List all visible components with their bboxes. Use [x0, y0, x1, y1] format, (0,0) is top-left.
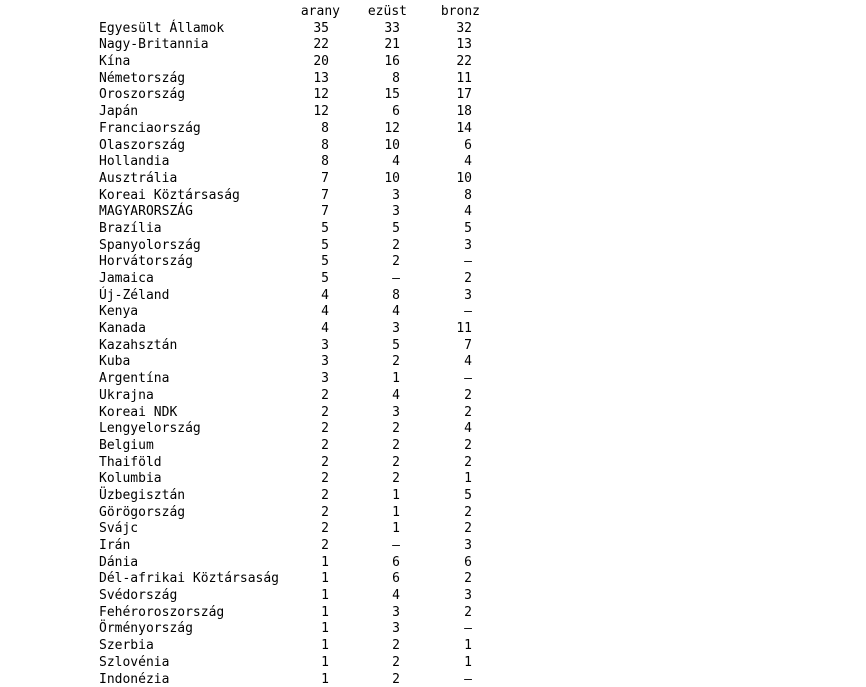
country-name: Oroszország — [99, 87, 186, 103]
silver-count: 4 — [392, 304, 400, 320]
table-row — [98, 220, 472, 238]
gold-count: 1 — [321, 621, 329, 637]
table-row — [98, 654, 472, 672]
country-name: Jamaica — [99, 271, 154, 286]
silver-count: 5 — [392, 220, 400, 236]
country-name: Fehéroroszország — [99, 604, 225, 620]
bronze-count: 3 — [464, 237, 472, 253]
gold-count: 7 — [321, 170, 329, 186]
silver-count: 3 — [392, 404, 400, 420]
table-row — [98, 104, 472, 121]
silver-count: – — [392, 538, 400, 553]
gold-column-header: arany — [300, 4, 340, 19]
silver-count: 1 — [392, 504, 400, 520]
country-name: Irán — [99, 538, 131, 553]
country-name: Horvátország — [99, 254, 193, 270]
gold-count: 1 — [321, 554, 329, 570]
gold-count: 8 — [321, 154, 329, 170]
gold-count: 22 — [313, 37, 329, 53]
bronze-count: 11 — [456, 321, 472, 337]
bronze-count: 2 — [464, 454, 472, 470]
country-name: Dél-afrikai Köztársaság — [99, 571, 280, 587]
table-row — [98, 237, 472, 255]
table-row — [98, 337, 472, 355]
gold-count: 2 — [321, 437, 329, 453]
bronze-count: – — [464, 671, 472, 687]
silver-count: 3 — [392, 187, 400, 203]
bronze-count: 3 — [464, 287, 472, 303]
table-row — [98, 371, 472, 388]
bronze-count: 3 — [464, 538, 472, 553]
bronze-count: 6 — [464, 554, 472, 570]
gold-count: 2 — [321, 504, 329, 520]
country-name: Belgium — [99, 437, 154, 453]
table-row — [98, 421, 472, 438]
bronze-count: – — [464, 371, 472, 387]
country-name: Szerbia — [99, 638, 154, 654]
bronze-count: 13 — [456, 37, 472, 53]
bronze-count: 1 — [464, 654, 472, 670]
silver-count: 2 — [392, 654, 400, 670]
silver-column-header: ezüst — [367, 4, 407, 19]
table-row — [98, 54, 472, 71]
table-row — [98, 404, 472, 422]
gold-count: 1 — [321, 571, 329, 587]
table-row — [98, 554, 472, 572]
table-row — [98, 538, 472, 555]
country-name: Ukrajna — [99, 387, 154, 403]
silver-count: 2 — [392, 671, 400, 687]
bronze-count: 10 — [456, 170, 472, 186]
gold-count: 3 — [321, 337, 329, 353]
country-name: Indonézia — [99, 671, 170, 687]
gold-count: 1 — [321, 654, 329, 670]
table-row — [98, 87, 472, 104]
gold-count: 4 — [321, 287, 329, 303]
gold-count: 2 — [321, 454, 329, 470]
silver-count: 3 — [392, 204, 400, 220]
silver-count: 2 — [392, 638, 400, 654]
silver-count: 2 — [392, 254, 400, 270]
gold-count: 13 — [313, 70, 329, 86]
country-name: Egyesült Államok — [99, 20, 225, 36]
bronze-count: 2 — [464, 571, 472, 587]
country-name: Üzbegisztán — [99, 487, 186, 503]
silver-count: 1 — [392, 371, 400, 387]
gold-count: 4 — [321, 304, 329, 320]
bronze-count: 2 — [464, 604, 472, 620]
table-row — [98, 387, 472, 405]
silver-count: 2 — [392, 421, 400, 437]
table-row — [98, 20, 472, 38]
silver-count: 2 — [392, 237, 400, 253]
silver-count: 12 — [384, 120, 400, 136]
bronze-count: 11 — [456, 70, 472, 86]
silver-count: 16 — [384, 54, 400, 70]
country-name: Örményország — [99, 621, 193, 637]
country-name: Svájc — [99, 521, 139, 537]
table-row — [98, 137, 472, 155]
country-name: Kenya — [99, 304, 139, 320]
gold-count: 2 — [321, 521, 329, 537]
bronze-count: – — [464, 254, 472, 270]
silver-count: 21 — [384, 37, 400, 53]
table-row — [98, 271, 472, 288]
bronze-count: 5 — [464, 220, 472, 236]
silver-count: 2 — [392, 471, 400, 487]
country-name: Argentína — [99, 371, 170, 387]
silver-count: 6 — [392, 571, 400, 587]
table-row — [98, 187, 472, 205]
country-name: Koreai NDK — [99, 404, 178, 420]
bronze-count: 17 — [456, 87, 472, 103]
country-name: MAGYARORSZÁG — [99, 204, 193, 220]
country-name: Brazília — [99, 220, 162, 236]
country-name: Görögország — [99, 504, 186, 520]
table-row — [98, 571, 472, 588]
country-name: Thaiföld — [99, 454, 162, 470]
table-row — [98, 120, 472, 138]
table-row — [98, 588, 472, 605]
table-body — [98, 20, 472, 687]
country-name: Szlovénia — [99, 654, 170, 670]
country-name: Olaszország — [99, 137, 186, 153]
gold-count: 2 — [321, 387, 329, 403]
gold-count: 35 — [313, 20, 329, 36]
table-row — [98, 37, 472, 54]
silver-count: 15 — [384, 87, 400, 103]
country-name: Lengyelország — [99, 421, 201, 437]
country-name: Svédország — [99, 588, 178, 604]
gold-count: 2 — [321, 421, 329, 437]
table-row — [98, 471, 472, 488]
bronze-count: 2 — [464, 387, 472, 403]
gold-count: 2 — [321, 404, 329, 420]
table-row — [98, 204, 472, 221]
bronze-count: 1 — [464, 638, 472, 654]
table-row — [98, 504, 472, 522]
table-row — [98, 321, 472, 338]
gold-count: 5 — [321, 271, 329, 286]
medal-table — [98, 4, 480, 687]
silver-count: 5 — [392, 337, 400, 353]
bronze-count: 8 — [464, 187, 472, 203]
silver-count: 2 — [392, 454, 400, 470]
table-row — [98, 437, 472, 455]
gold-count: 1 — [321, 671, 329, 687]
country-name: Hollandia — [99, 154, 170, 170]
table-row — [98, 621, 472, 638]
country-name: Kína — [99, 54, 131, 70]
gold-count: 3 — [321, 371, 329, 387]
gold-count: 1 — [321, 588, 329, 604]
bronze-count: 22 — [456, 54, 472, 70]
country-name: Kazahsztán — [99, 337, 178, 353]
table-row — [98, 287, 472, 305]
country-name: Koreai Köztársaság — [99, 187, 240, 203]
gold-count: 2 — [321, 538, 329, 553]
silver-count: – — [392, 271, 400, 286]
bronze-column-header: bronz — [440, 4, 480, 19]
bronze-count: 2 — [464, 437, 472, 453]
gold-count: 2 — [321, 471, 329, 487]
bronze-count: 4 — [464, 354, 472, 370]
silver-count: 8 — [392, 287, 400, 303]
gold-count: 20 — [313, 54, 329, 70]
silver-count: 4 — [392, 588, 400, 604]
table-row — [98, 70, 472, 88]
silver-count: 4 — [392, 154, 400, 170]
bronze-count: 7 — [464, 337, 472, 353]
gold-count: 5 — [321, 237, 329, 253]
table-row — [98, 254, 472, 271]
country-name: Spanyolország — [99, 237, 201, 253]
bronze-count: 2 — [464, 504, 472, 520]
country-name: Új-Zéland — [99, 287, 170, 303]
gold-count: 1 — [321, 604, 329, 620]
bronze-count: 1 — [464, 471, 472, 487]
silver-count: 3 — [392, 621, 400, 637]
silver-count: 1 — [392, 487, 400, 503]
country-name: Japán — [99, 104, 139, 120]
country-name: Franciaország — [99, 120, 201, 136]
silver-count: 3 — [392, 321, 400, 337]
silver-count: 2 — [392, 437, 400, 453]
silver-count: 1 — [392, 521, 400, 537]
country-name: Nagy-Britannia — [99, 37, 209, 53]
gold-count: 5 — [321, 254, 329, 270]
bronze-count: 2 — [464, 521, 472, 537]
table-row — [98, 521, 472, 538]
gold-count: 3 — [321, 354, 329, 370]
bronze-count: 4 — [464, 421, 472, 437]
bronze-count: 18 — [456, 104, 472, 120]
silver-count: 10 — [384, 170, 400, 186]
country-name: Dánia — [99, 554, 139, 570]
country-name: Kanada — [99, 321, 146, 337]
bronze-count: 3 — [464, 588, 472, 604]
bronze-count: 32 — [456, 20, 472, 36]
table-row — [98, 671, 472, 687]
table-row — [98, 487, 472, 505]
table-row — [98, 354, 472, 371]
gold-count: 7 — [321, 204, 329, 220]
gold-count: 5 — [321, 220, 329, 236]
silver-count: 3 — [392, 604, 400, 620]
country-name: Kuba — [99, 354, 131, 370]
bronze-count: 4 — [464, 154, 472, 170]
gold-count: 2 — [321, 487, 329, 503]
gold-count: 12 — [313, 104, 329, 120]
country-name: Kolumbia — [99, 471, 162, 487]
bronze-count: 4 — [464, 204, 472, 220]
bronze-count: 2 — [464, 271, 472, 286]
bronze-count: 14 — [456, 120, 472, 136]
table-row — [98, 604, 472, 622]
silver-count: 4 — [392, 387, 400, 403]
gold-count: 1 — [321, 638, 329, 654]
bronze-count: 6 — [464, 137, 472, 153]
country-name: Németország — [99, 70, 186, 86]
silver-count: 8 — [392, 70, 400, 86]
gold-count: 8 — [321, 120, 329, 136]
gold-count: 12 — [313, 87, 329, 103]
silver-count: 2 — [392, 354, 400, 370]
gold-count: 7 — [321, 187, 329, 203]
gold-count: 4 — [321, 321, 329, 337]
silver-count: 33 — [384, 20, 400, 36]
table-row — [98, 154, 472, 171]
bronze-count: 2 — [464, 404, 472, 420]
table-row — [98, 170, 472, 188]
bronze-count: – — [464, 621, 472, 637]
silver-count: 6 — [392, 104, 400, 120]
silver-count: 10 — [384, 137, 400, 153]
gold-count: 8 — [321, 137, 329, 153]
table-row — [98, 638, 472, 655]
bronze-count: – — [464, 304, 472, 320]
table-row — [98, 304, 472, 321]
table-row — [98, 454, 472, 472]
table-header — [98, 4, 480, 21]
bronze-count: 5 — [464, 487, 472, 503]
country-name: Ausztrália — [99, 170, 178, 186]
silver-count: 6 — [392, 554, 400, 570]
